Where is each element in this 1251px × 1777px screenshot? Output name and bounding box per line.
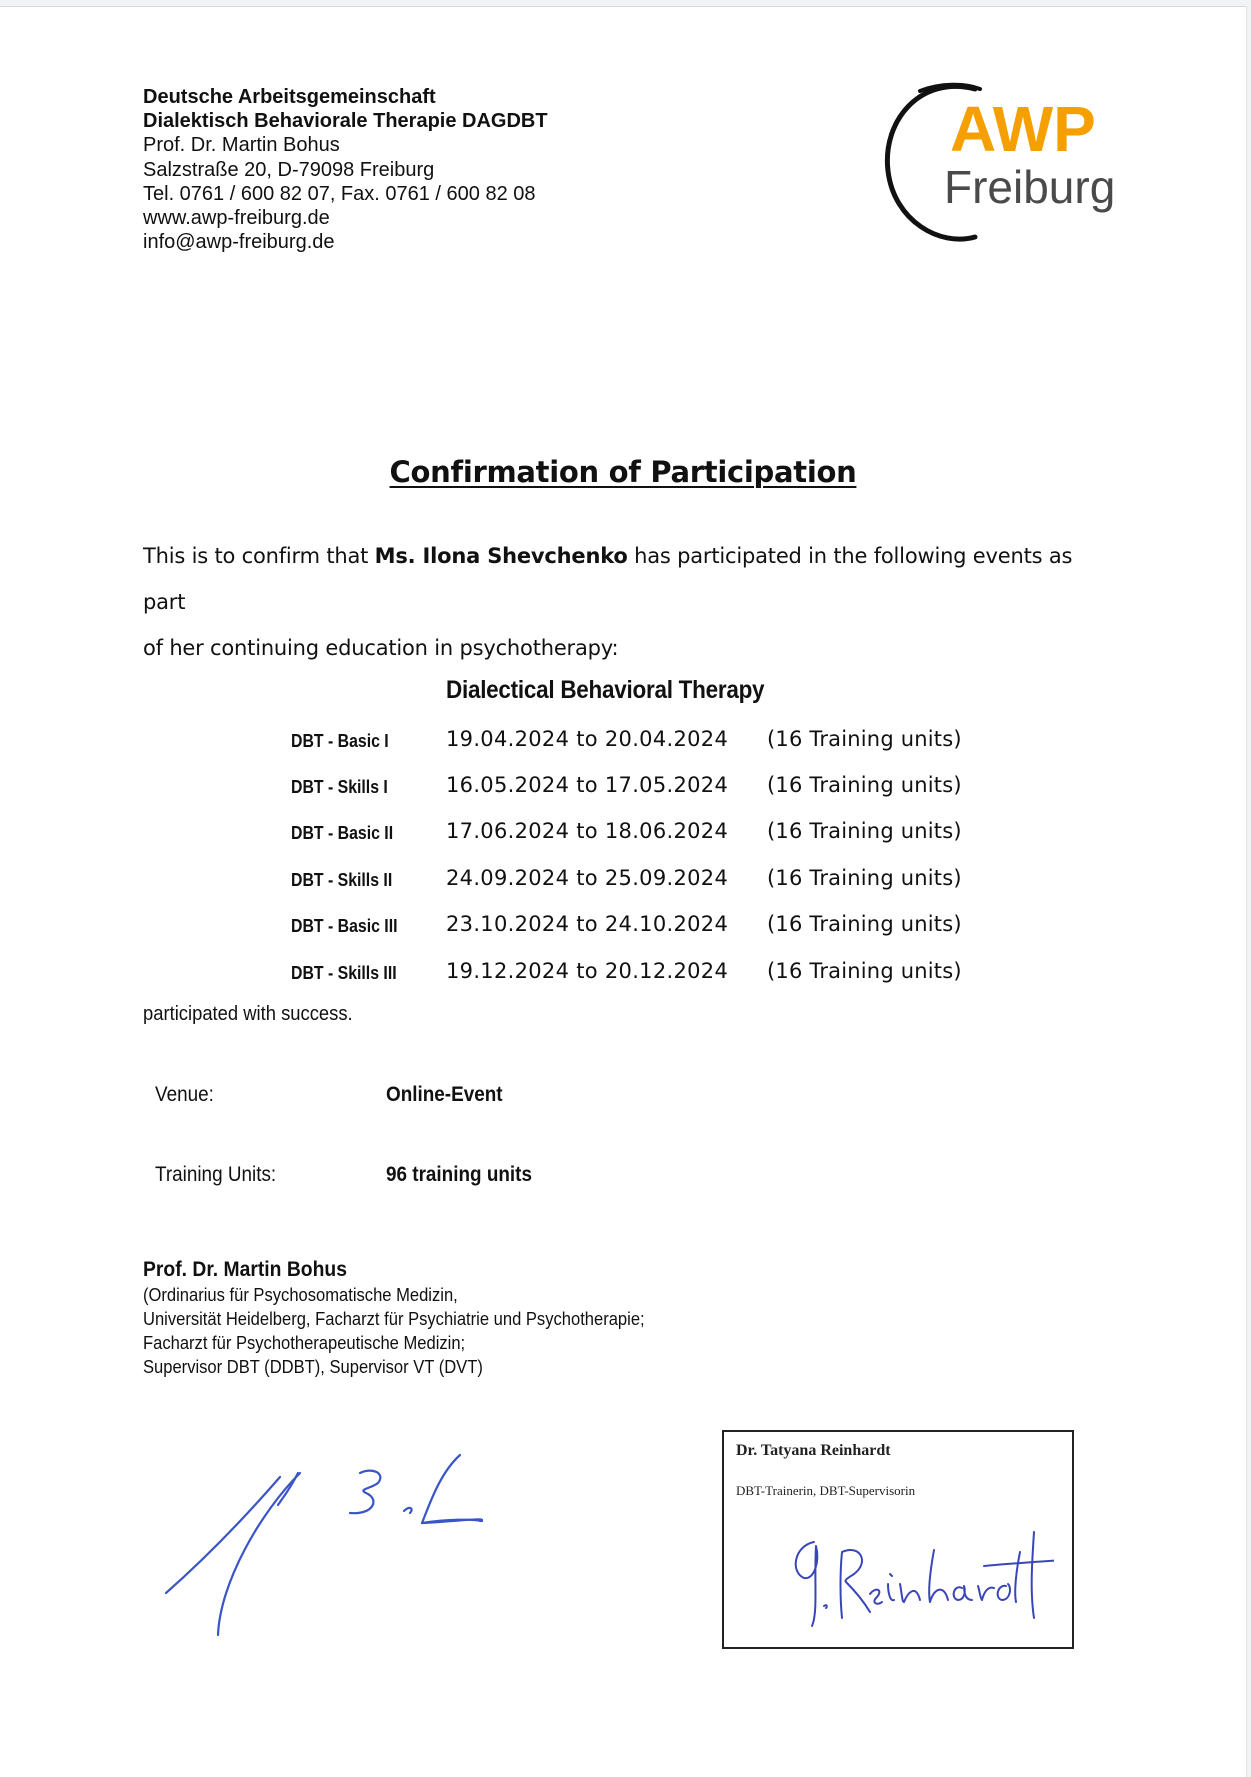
event-dates: 24.09.2024 to 25.09.2024 — [446, 866, 729, 890]
org-name-line2: Dialektisch Behaviorale Therapie DAGDBT — [143, 110, 548, 133]
document-title-text: Confirmation of Participation — [389, 455, 857, 489]
event-name: DBT - Basic I — [291, 731, 389, 751]
signer-credentials-line: Supervisor DBT (DDBT), Supervisor VT (DVT) — [143, 1357, 483, 1377]
letterhead — [143, 85, 548, 254]
letterhead-email: info@awp-freiburg.de — [143, 231, 335, 254]
intro-prefix: This is to confirm that — [143, 544, 375, 568]
handwritten-signature-reinhardt — [784, 1522, 1054, 1632]
letterhead-phone-fax: Tel. 0761 / 600 82 07, Fax. 0761 / 600 82 08 — [143, 182, 536, 205]
event-row — [0, 719, 1246, 759]
letterhead-address: Salzstraße 20, D-79098 Freiburg — [143, 158, 435, 181]
document-page — [0, 6, 1247, 1777]
event-row — [0, 765, 1246, 805]
event-units: (16 Training units) — [767, 773, 962, 797]
event-row — [0, 858, 1246, 898]
intro-paragraph — [143, 533, 1103, 671]
signer-block — [143, 1257, 645, 1379]
event-units: (16 Training units) — [767, 959, 962, 983]
event-units: (16 Training units) — [767, 727, 962, 751]
event-name: DBT - Skills II — [291, 870, 393, 890]
event-dates: 19.04.2024 to 20.04.2024 — [446, 727, 729, 751]
event-name: DBT - Basic II — [291, 823, 394, 843]
program-title: Dialectical Behavioral Therapy — [446, 676, 765, 704]
handwritten-signature-bohus — [160, 1443, 490, 1643]
event-units: (16 Training units) — [767, 866, 962, 890]
intro-suffix: has participated in the following events as part — [143, 544, 1073, 614]
signer-name: Prof. Dr. Martin Bohus — [143, 1258, 347, 1281]
training-units-value: 96 training units — [386, 1163, 532, 1186]
trainer-stamp — [722, 1430, 1074, 1649]
event-dates: 17.06.2024 to 18.06.2024 — [446, 819, 729, 843]
outcome-text: participated with success. — [143, 1003, 353, 1025]
event-row — [0, 951, 1246, 991]
venue-value: Online-Event — [386, 1083, 503, 1106]
training-units-label: Training Units: — [155, 1163, 277, 1186]
event-row — [0, 811, 1246, 851]
venue-label: Venue: — [155, 1083, 214, 1106]
participant-name: Ms. Ilona Shevchenko — [374, 544, 628, 568]
logo-awp-text: AWP — [950, 93, 1096, 165]
event-name: DBT - Skills I — [291, 777, 388, 797]
signer-credentials-line: (Ordinarius für Psychosomatische Medizin, — [143, 1285, 458, 1305]
event-name: DBT - Skills III — [291, 963, 397, 983]
letterhead-person: Prof. Dr. Martin Bohus — [143, 134, 340, 157]
event-name: DBT - Basic III — [291, 916, 398, 936]
signer-credentials-line: Facharzt für Psychotherapeutische Medizin; — [143, 1333, 466, 1353]
event-dates: 19.12.2024 to 20.12.2024 — [446, 959, 729, 983]
stamp-name: Dr. Tatyana Reinhardt — [736, 1442, 891, 1459]
event-dates: 16.05.2024 to 17.05.2024 — [446, 773, 729, 797]
stamp-role: DBT-Trainerin, DBT-Supervisorin — [736, 1483, 916, 1498]
letterhead-website: www.awp-freiburg.de — [143, 207, 330, 230]
intro-line2: of her continuing education in psychotherapy: — [143, 636, 619, 660]
event-row — [0, 904, 1246, 944]
event-units: (16 Training units) — [767, 819, 962, 843]
awp-freiburg-logo — [880, 81, 1116, 247]
event-dates: 23.10.2024 to 24.10.2024 — [446, 912, 729, 936]
event-units: (16 Training units) — [767, 912, 962, 936]
document-title — [0, 455, 1246, 489]
signer-credentials-line: Universität Heidelberg, Facharzt für Psychiatrie und Psychotherapie; — [143, 1309, 645, 1329]
logo-freiburg-text: Freiburg — [944, 161, 1116, 213]
org-name-line1: Deutsche Arbeitsgemeinschaft — [143, 86, 436, 108]
